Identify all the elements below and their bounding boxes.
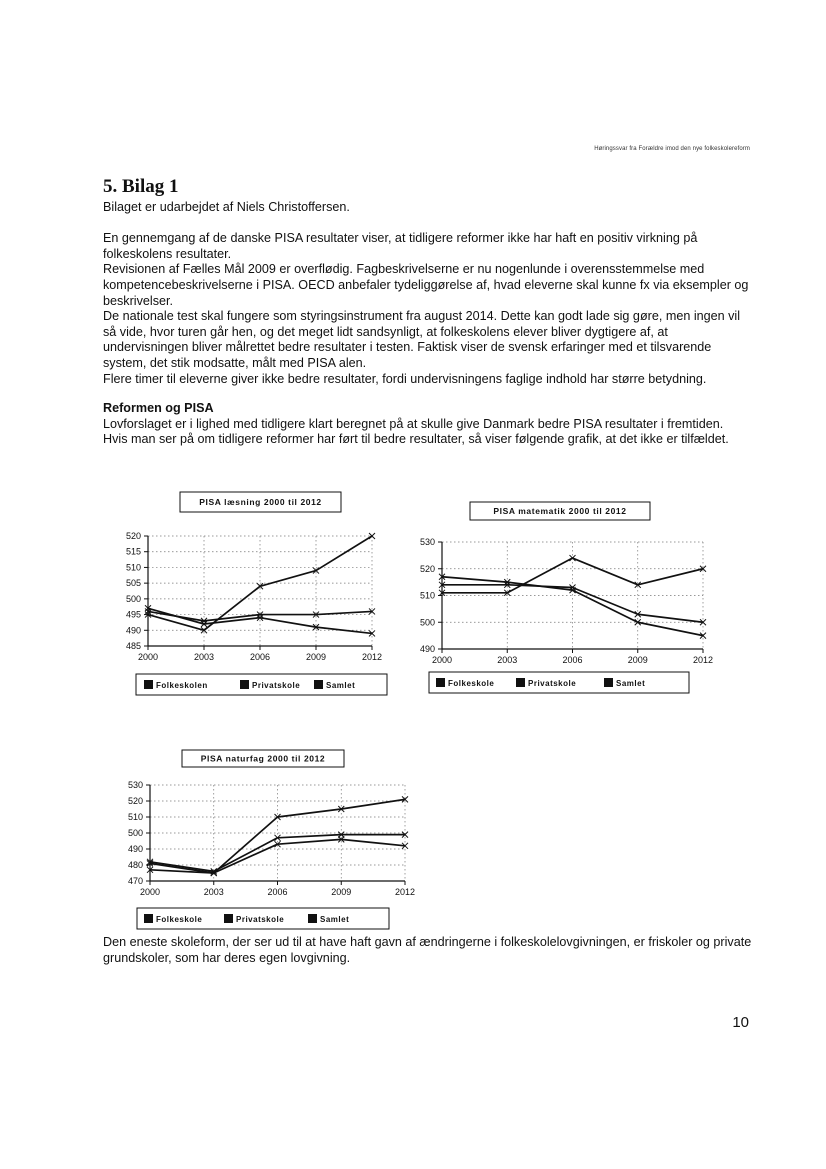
y-tick-label: 500 (125, 593, 141, 604)
page-number: 10 (732, 1014, 749, 1031)
legend-swatch (144, 680, 153, 689)
legend-label: Samlet (320, 915, 350, 924)
y-tick-label: 520 (125, 531, 141, 541)
intro-paragraph: De nationale test skal fungere som styringsinstrument fra august 2014. Dette kan godt lade sig gøre, men ingen vil så vide, hvor turen går hen, og det meget lidt sandsynligt, at folkeskolens elever bliver dygtigere af, at undervisningen bliver målrettet bedre resultater i testen. Faktisk viser de svensk erfaringer med et tilsvarende system, det stik modsatte, målt med PISA alen. (103, 309, 741, 370)
x-tick-label: 2006 (562, 655, 583, 665)
y-tick-label: 495 (125, 609, 141, 620)
y-tick-label: 530 (127, 780, 143, 790)
reform-heading: Reformen og PISA (103, 401, 214, 415)
legend-label: Privatskole (252, 681, 301, 690)
intro-paragraph: En gennemgang af de danske PISA resultater viser, at tidligere reformer ikke har haft en positiv virkning på folkeskolens resultater. (103, 231, 698, 261)
y-tick-label: 480 (127, 860, 143, 870)
y-tick-label: 520 (419, 563, 435, 574)
x-tick-label: 2012 (692, 655, 714, 665)
y-tick-label: 510 (419, 590, 435, 601)
legend-swatch (144, 914, 153, 923)
x-tick-label: 2012 (394, 887, 416, 897)
x-tick-label: 2000 (137, 652, 159, 662)
legend-label: Samlet (326, 681, 356, 690)
x-tick-label: 2003 (497, 655, 518, 665)
legend-swatch (314, 680, 323, 689)
legend-swatch (604, 678, 613, 687)
intro-paragraph: Flere timer til eleverne giver ikke bedre resultater, fordi undervisningens faglige indhold har større betydning. (103, 371, 707, 386)
author-line: Bilaget er udarbejdet af Niels Christoffersen. (103, 200, 350, 214)
y-tick-label: 515 (125, 546, 141, 557)
y-tick-label: 520 (127, 796, 143, 806)
x-tick-label: 2003 (203, 887, 224, 897)
x-tick-label: 2006 (267, 887, 288, 897)
chart-title: PISA naturfag 2000 til 2012 (200, 753, 326, 764)
legend-label: Privatskole (528, 679, 577, 688)
header-note: Høringssvar fra Forældre imod den nye folkeskolereform (594, 146, 750, 152)
x-tick-label: 2000 (431, 655, 453, 665)
y-tick-label: 490 (419, 644, 435, 654)
y-tick-label: 500 (127, 828, 143, 838)
chart-title: PISA matematik 2000 til 2012 (493, 506, 627, 516)
y-tick-label: 530 (419, 537, 435, 547)
chart-naturfag (100, 745, 416, 933)
legend-swatch (516, 678, 525, 687)
intro-paragraph: Revisionen af Fælles Mål 2009 er overflødig. Fagbeskrivelserne er nu nogenlunde i overensstemmelse med kompetencebeskrivelserne i PISA. OECD anbefaler tydeliggørelse af, hvad eleverne skal kunne fx via eksempler og beskrivelser. (103, 262, 749, 308)
legend-swatch (240, 680, 249, 689)
reform-block (103, 401, 753, 448)
legend-swatch (308, 914, 317, 923)
y-tick-label: 490 (125, 625, 141, 636)
y-tick-label: 510 (127, 812, 143, 822)
x-tick-label: 2003 (193, 652, 215, 662)
legend-label: Folkeskole (156, 915, 203, 924)
closing-block (103, 935, 753, 966)
chart-title: PISA læsning 2000 til 2012 (199, 497, 322, 507)
legend-label: Privatskole (236, 915, 285, 924)
x-tick-label: 2009 (331, 887, 352, 897)
legend-label: Folkeskolen (156, 681, 208, 690)
closing-paragraph: Den eneste skoleform, der ser ud til at have haft gavn af ændringerne i folkeskolelovgivningen, er friskoler og private grundskoler, som har deres egen lovgivning. (103, 935, 752, 965)
chart-laesning (100, 488, 400, 700)
x-tick-label: 2012 (361, 652, 383, 662)
legend-swatch (224, 914, 233, 923)
reform-paragraph: Hvis man ser på om tidligere reformer har ført til bedre resultater, så viser følgende grafik, at det ikke er tilfældet. (103, 432, 729, 447)
y-tick-label: 510 (125, 562, 141, 573)
reform-paragraph: Lovforslaget er i lighed med tidligere klart beregnet på at skulle give Danmark bedre PISA resultater i fremtiden. (103, 416, 724, 431)
y-tick-label: 490 (127, 844, 143, 854)
x-tick-label: 2009 (305, 652, 327, 662)
y-tick-label: 485 (125, 641, 141, 651)
x-tick-label: 2009 (627, 655, 648, 665)
legend-label: Folkeskole (448, 679, 495, 688)
y-tick-label: 505 (125, 578, 141, 589)
legend-label: Samlet (616, 679, 646, 688)
section-title: 5. Bilag 1 (103, 176, 179, 197)
x-tick-label: 2000 (139, 887, 161, 897)
chart-matematik (400, 498, 720, 698)
y-tick-label: 500 (419, 617, 435, 628)
x-tick-label: 2006 (249, 652, 271, 662)
intro-block (103, 200, 753, 387)
y-tick-label: 470 (127, 876, 143, 886)
data-point-marker (369, 533, 375, 539)
legend-swatch (436, 678, 445, 687)
